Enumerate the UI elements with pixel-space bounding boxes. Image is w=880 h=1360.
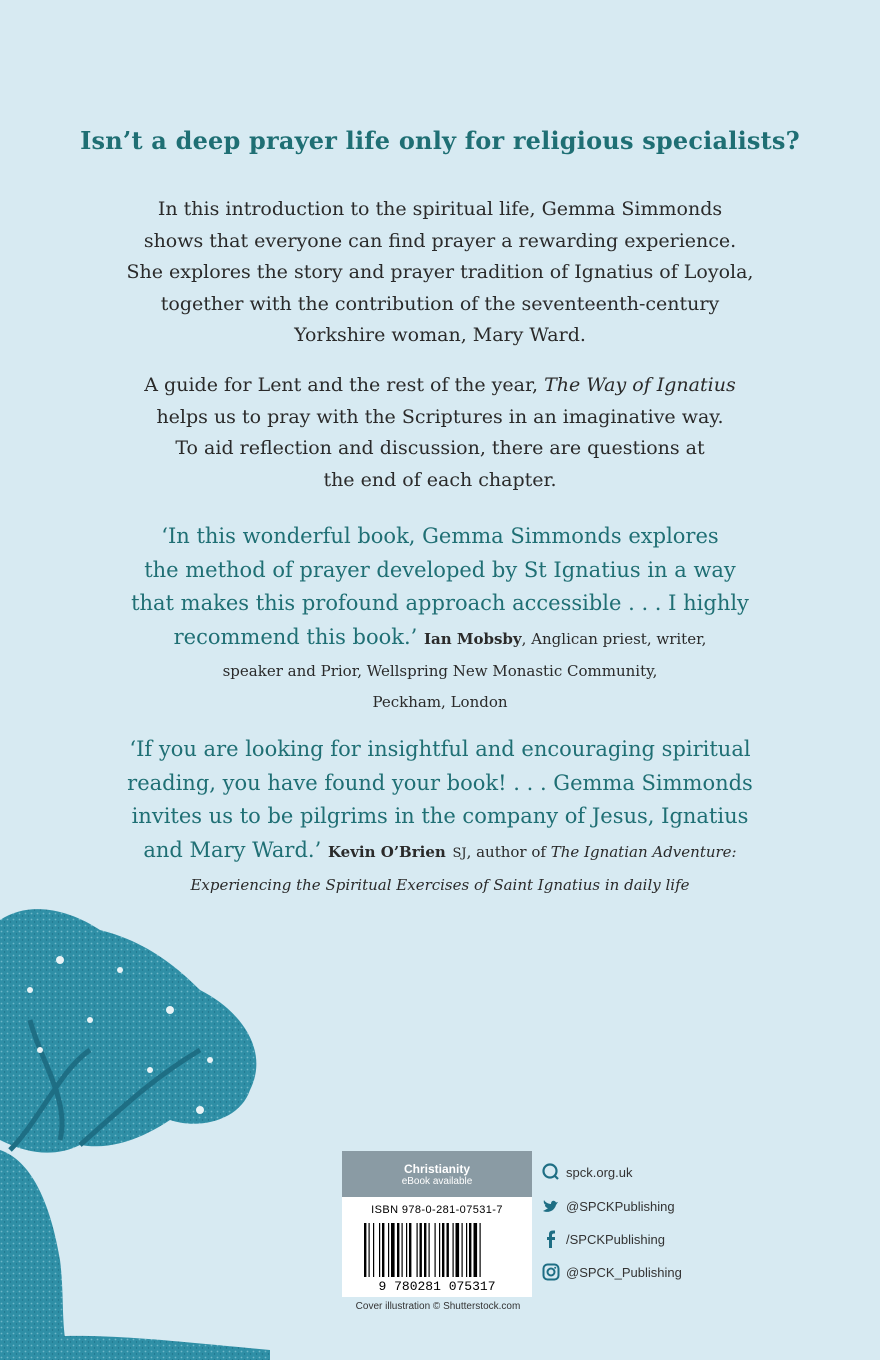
barcode-bar xyxy=(439,1223,440,1277)
barcode-label xyxy=(342,1151,532,1297)
text-line: Yorkshire woman, Mary Ward. xyxy=(294,324,586,346)
quote-line: ‘If you are looking for insightful and encouraging spiritual xyxy=(129,737,751,761)
endorser-name: Kevin O’Brien xyxy=(327,842,446,861)
endorser-book-subtitle: Experiencing the Spiritual Exercises of Saint Ignatius in daily life xyxy=(190,876,690,894)
category-band xyxy=(342,1151,532,1197)
website-text: spck.org.uk xyxy=(566,1164,633,1180)
endorsement-quote-2 xyxy=(110,733,770,901)
barcode-bar xyxy=(469,1223,471,1277)
barcode-bar xyxy=(382,1223,384,1277)
book-title: The Way of Ignatius xyxy=(544,374,736,396)
instagram-handle: @SPCK_Publishing xyxy=(566,1264,682,1280)
website-link[interactable] xyxy=(542,1162,632,1182)
endorsement-quote-1 xyxy=(90,520,790,718)
quote-line: recommend this book.’ xyxy=(173,624,418,649)
barcode-bar xyxy=(373,1223,374,1277)
endorser-role: , author of xyxy=(466,842,551,861)
barcode-bar xyxy=(424,1223,426,1277)
barcode-bar xyxy=(442,1223,444,1277)
text-line: To aid reflection and discussion, there are questions at xyxy=(175,437,705,459)
text-line: the end of each chapter. xyxy=(323,468,557,491)
barcode-bar xyxy=(364,1223,366,1277)
barcode-bars xyxy=(364,1223,481,1277)
barcode-bar xyxy=(447,1223,449,1277)
quote-line: the method of prayer developed by St Ignatius in a way xyxy=(144,557,736,582)
quote-line: ‘In this wonderful book, Gemma Simmonds explores xyxy=(161,524,719,548)
back-cover-heading: Isn’t a deep prayer life only for religious specialists? xyxy=(80,126,800,155)
text-line: In this introduction to the spiritual life, Gemma Simmonds xyxy=(157,198,723,220)
text-line: She explores the story and prayer tradition of Ignatius of Loyola, xyxy=(126,261,754,283)
barcode-bar xyxy=(406,1223,407,1277)
description-paragraph-2 xyxy=(70,370,810,496)
category-label: Christianity xyxy=(403,1162,470,1176)
barcode-bar xyxy=(453,1223,454,1277)
barcode-bar xyxy=(466,1223,467,1277)
cover-credit: Cover illustration © Shutterstock.com xyxy=(355,1301,521,1312)
tree-illustration xyxy=(0,900,300,1360)
twitter-handle: @SPCKPublishing xyxy=(566,1198,675,1214)
barcode-bar xyxy=(417,1223,418,1277)
endorser-role: , Anglican priest, writer, xyxy=(521,629,707,648)
endorser-name: Ian Mobsby xyxy=(424,629,522,648)
instagram-icon xyxy=(542,1263,560,1281)
endorser-suffix: SJ xyxy=(452,845,467,861)
barcode-bar xyxy=(420,1223,422,1277)
tree-trunk xyxy=(0,1150,70,1360)
ebook-availability: eBook available xyxy=(401,1176,473,1187)
twitter-link[interactable] xyxy=(542,1196,675,1216)
barcode-bar xyxy=(429,1223,430,1277)
facebook-handle: /SPCKPublishing xyxy=(566,1231,665,1247)
endorser-role: speaker and Prior, Wellspring New Monastic Community, xyxy=(222,662,658,680)
text-line: together with the contribution of the seventeenth-century xyxy=(160,292,720,315)
facebook-icon xyxy=(542,1230,560,1248)
text-fragment: A guide for Lent and the rest of the year, xyxy=(144,374,545,396)
quote-line: reading, you have found your book! . . . Gemma Simmonds xyxy=(127,770,753,795)
quote-line: and Mary Ward.’ xyxy=(143,837,322,862)
facebook-link[interactable] xyxy=(542,1229,665,1249)
barcode-bar xyxy=(456,1223,460,1277)
description-paragraph-1 xyxy=(70,194,810,352)
quote-line: invites us to be pilgrims in the company of Jesus, Ignatius xyxy=(131,804,749,828)
endorser-book-title: The Ignatian Adventure: xyxy=(550,842,737,861)
endorser-location: Peckham, London xyxy=(372,693,508,711)
globe-icon xyxy=(542,1163,560,1181)
instagram-link[interactable] xyxy=(542,1262,682,1282)
tree-roots xyxy=(0,1336,270,1360)
barcode-bar xyxy=(402,1223,403,1277)
barcode-bar xyxy=(391,1223,395,1277)
barcode-graphic xyxy=(350,1223,524,1293)
text-line: helps us to pray with the Scriptures in an imaginative way. xyxy=(156,405,724,428)
quote-line: that makes this profound approach accessible . . . I highly xyxy=(131,591,749,615)
barcode-digits: 9 780281 075317 xyxy=(378,1279,496,1293)
barcode-bar xyxy=(379,1223,380,1277)
text-line: shows that everyone can find prayer a rewarding experience. xyxy=(143,229,737,252)
twitter-icon xyxy=(542,1197,560,1215)
barcode-bar xyxy=(409,1223,411,1277)
barcode-bar xyxy=(462,1223,463,1277)
barcode-bar xyxy=(369,1223,370,1277)
barcode-bar xyxy=(480,1223,481,1277)
isbn-text: ISBN 978-0-281-07531-7 xyxy=(371,1204,503,1216)
barcode-bar xyxy=(435,1223,436,1277)
barcode-bar xyxy=(388,1223,389,1277)
barcode-bar xyxy=(474,1223,478,1277)
barcode-bar xyxy=(397,1223,399,1277)
